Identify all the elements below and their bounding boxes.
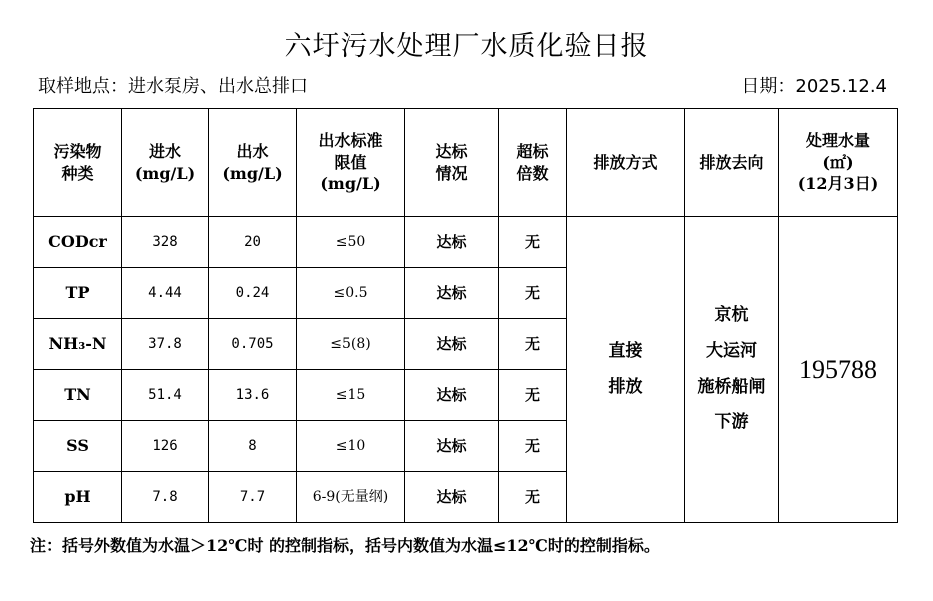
pollutant-cell: NH₃-N [34, 319, 122, 370]
pollutant-cell: TN [34, 370, 122, 421]
header-row [34, 109, 898, 217]
influent-cell: 7.8 [122, 472, 209, 523]
header-exceed-line2: 倍数 [516, 163, 549, 183]
influent-cell: 51.4 [122, 370, 209, 421]
exceed-cell: 无 [499, 421, 567, 472]
pollutant-cell: pH [34, 472, 122, 523]
sampling-location: 取样地点：进水泵房、出水总排口 [38, 76, 308, 97]
standard-cell: ≤50 [297, 217, 405, 268]
header-pollutant-line1: 污染物 [53, 141, 102, 161]
influent-cell: 37.8 [122, 319, 209, 370]
header-effluent [209, 109, 297, 217]
compliance-cell: 达标 [405, 472, 499, 523]
discharge-dest-line4: 下游 [714, 412, 749, 433]
effluent-cell: 0.705 [209, 319, 297, 370]
header-volume-line3: (12月3日) [797, 174, 879, 194]
header-standard-line2: 限值 [334, 152, 367, 172]
exceed-cell: 无 [499, 319, 567, 370]
influent-cell: 328 [122, 217, 209, 268]
header-standard-line1: 出水标准 [318, 131, 383, 151]
compliance-cell: 达标 [405, 268, 499, 319]
header-compliance-line2: 情况 [435, 163, 468, 183]
pollutant-cell: TP [34, 268, 122, 319]
water-quality-table [33, 108, 898, 523]
compliance-cell: 达标 [405, 421, 499, 472]
header-standard [297, 109, 405, 217]
compliance-cell: 达标 [405, 319, 499, 370]
influent-cell: 126 [122, 421, 209, 472]
standard-cell: ≤15 [297, 370, 405, 421]
header-discharge-dest: 排放去向 [685, 109, 779, 217]
header-volume [779, 109, 898, 217]
standard-cell: 6-9(无量纲) [297, 472, 405, 523]
header-compliance-line1: 达标 [435, 141, 468, 161]
influent-cell: 4.44 [122, 268, 209, 319]
effluent-cell: 8 [209, 421, 297, 472]
effluent-cell: 20 [209, 217, 297, 268]
header-pollutant-line2: 种类 [61, 163, 94, 183]
compliance-cell: 达标 [405, 370, 499, 421]
compliance-cell: 达标 [405, 217, 499, 268]
discharge-method-line1: 直接 [608, 340, 643, 361]
report-date: 日期：2025.12.4 [741, 76, 887, 97]
discharge-method-line2: 排放 [608, 376, 643, 397]
header-volume-line2: (㎡) [822, 152, 854, 172]
pollutant-cell: CODcr [34, 217, 122, 268]
header-compliance [405, 109, 499, 217]
discharge-dest-line2: 大运河 [706, 340, 757, 361]
discharge-dest-line1: 京杭 [714, 305, 749, 326]
effluent-cell: 13.6 [209, 370, 297, 421]
discharge-method-cell [567, 217, 685, 523]
table-row-codcr [34, 217, 898, 268]
header-influent-line2: (mg/L) [134, 163, 196, 183]
header-exceed-line1: 超标 [516, 141, 549, 161]
header-influent [122, 109, 209, 217]
effluent-cell: 0.24 [209, 268, 297, 319]
exceed-cell: 无 [499, 268, 567, 319]
standard-cell: ≤5(8) [297, 319, 405, 370]
footnote: 注：括号外数值为水温＞12℃时 的控制指标，括号内数值为水温≤12℃时的控制指标。 [30, 536, 660, 555]
exceed-cell: 无 [499, 472, 567, 523]
header-volume-line1: 处理水量 [805, 131, 870, 151]
exceed-cell: 无 [499, 217, 567, 268]
header-pollutant [34, 109, 122, 217]
header-effluent-line1: 出水 [236, 141, 269, 161]
discharge-dest-cell [685, 217, 779, 523]
exceed-cell: 无 [499, 370, 567, 421]
effluent-cell: 7.7 [209, 472, 297, 523]
treated-volume-cell: 195788 [779, 217, 898, 523]
header-exceed [499, 109, 567, 217]
standard-cell: ≤0.5 [297, 268, 405, 319]
header-influent-line1: 进水 [148, 141, 181, 161]
standard-cell: ≤10 [297, 421, 405, 472]
header-discharge-method: 排放方式 [567, 109, 685, 217]
discharge-dest-line3: 施桥船闸 [697, 376, 766, 397]
header-effluent-line2: (mg/L) [222, 163, 283, 183]
report-title: 六圩污水处理厂水质化验日报 [284, 31, 649, 62]
pollutant-cell: SS [34, 421, 122, 472]
header-standard-line3: (mg/L) [320, 174, 381, 194]
